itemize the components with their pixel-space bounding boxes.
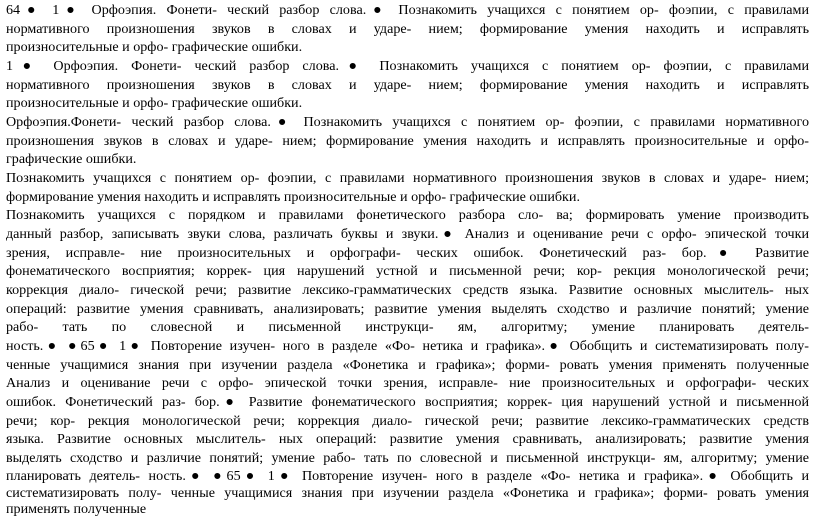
text-line: речи; кор- рекция монологической речи; коррекция диало- гической речи; развитие лексико-грамматических средств (6, 413, 809, 429)
text-line: ченные учащимися знания при изучении раздела «Фонетика и графика»; форми- ровать умения применять полученные (6, 357, 809, 373)
text-line: Орфоэпия.Фонети- ческий разбор слова.● Познакомить учащихся с понятием ор- фоэпии, с правилами нормативного (6, 114, 809, 130)
text-line: ность.● ●65● 1● Повторение изучен- ного в разделе «Фо- нетика и графика».● Обобщить и систематизировать полу- (6, 338, 809, 354)
text-line: операций: развитие умения сравнивать, анализировать; развитие умения выделять сходство и различие понятий; умение (6, 301, 809, 317)
text-line: планировать деятель- ность.● ●65● 1● Повторение изучен- ного в разделе «Фо- нетика и графика».● Обобщить и (6, 468, 809, 484)
text-line: формирование умения находить и исправлять произносительные и орфо- графические ошибки. (6, 189, 580, 205)
text-line: коррекция диало- гической речи; развитие лексико-грамматических средств языка. Развитие основных мыслитель- ных (6, 282, 809, 298)
text-line: ошибок. Фонетический раз- бор.● Развитие фонематического восприятия; коррек- ция нарушений устной и письменной (6, 394, 809, 410)
text-line: рабо- тать по словесной и письменной инструкци- ям, алгоритму; умение планировать деятель- (6, 319, 809, 335)
text-line: произносительные и орфо- графические ошибки. (6, 95, 303, 111)
text-line: языка. Развитие основных мыслитель- ных операций: развитие умения сравнивать, анализировать; развитие умения (6, 431, 809, 447)
text-line: Анализ и оценивание речи с орфо- эпической точки зрения, исправле- ние произносительных и орфографи- ческих (6, 375, 809, 391)
text-line: 64● 1● Орфоэпия. Фонети- ческий разбор слова.● Познакомить учащихся с понятием ор- фоэпии, с правилами (6, 2, 809, 18)
text-line: произносительные и орфо- графические ошибки. (6, 39, 303, 55)
text-line: Познакомить учащихся с понятием ор- фоэпии, с правилами нормативного произношения звуков в словах и ударе- нием; (6, 170, 809, 186)
text-line: 1● Орфоэпия. Фонети- ческий разбор слова.● Познакомить учащихся с понятием ор- фоэпии, с правилами (6, 58, 809, 74)
text-line: данный разбор, записывать звуки слова, различать буквы и звуки.● Анализ и оценивание речи с орфо- эпической точки (6, 226, 809, 242)
text-line: Познакомить учащихся с порядком и правилами фонетического разбора сло- ва; формировать умение производить (6, 207, 809, 223)
text-line: нормативного произношения звуков в словах и ударе- нием; формирование умения находить и исправлять (6, 21, 809, 37)
text-line: фонематического восприятия; коррек- ция нарушений устной и письменной речи; кор- рекция монологической речи; (6, 263, 809, 279)
text-line: применять полученные (6, 501, 147, 517)
text-line: нормативного произношения звуков в словах и ударе- нием; формирование умения находить и исправлять (6, 77, 809, 93)
text-line: графические ошибки. (6, 151, 137, 167)
text-line: зрения, исправле- ние произносительных и орфографи- ческих ошибок. Фонетический раз- бор.● Развитие (6, 245, 809, 261)
text-line: произношения звуков в словах и ударе- нием; формирование умения находить и исправлять произносительные и орфо- (6, 133, 809, 149)
text-line: систематизировать полу- ченные учащимися знания при изучении раздела «Фонетика и графика»; форми- ровать умения (6, 485, 809, 501)
text-line: выделять сходство и различие понятий; умение рабо- тать по словесной и письменной инструкци- ям, алгоритму; умение (6, 450, 809, 466)
